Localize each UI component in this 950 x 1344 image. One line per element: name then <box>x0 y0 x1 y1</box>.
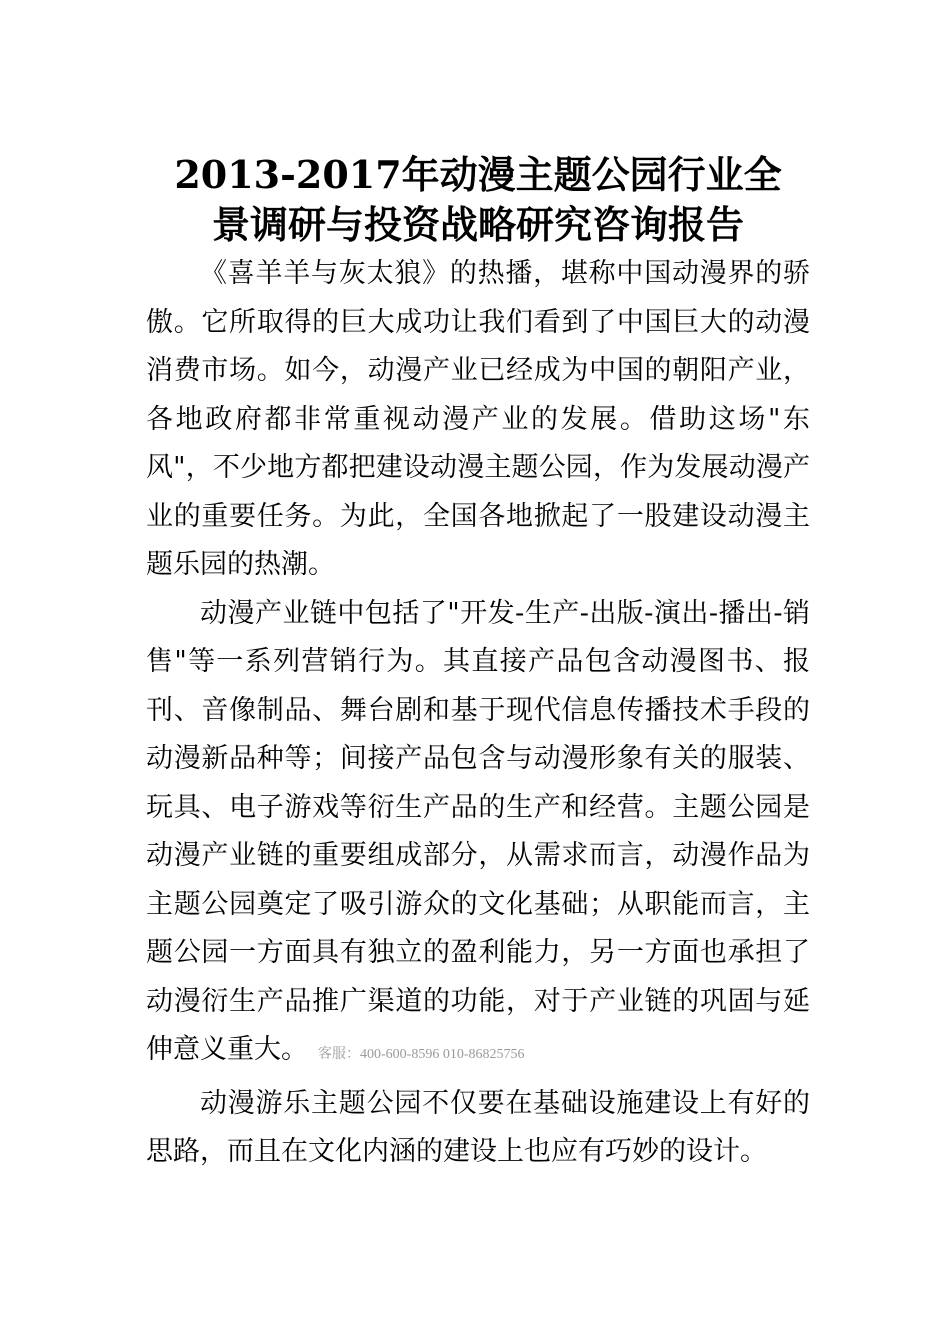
title-line-2: 景调研与投资战略研究咨询报告 <box>211 202 744 247</box>
paragraph-2-text: 动漫产业链中包括了"开发-生产-出版-演出-播出-销售"等一系列营销行为。其直接产品包含动漫图书、报刊、音像制品、舞台剧和基于现代信息传播技术手段的动漫新品种等；间接产品包含与动漫形象有关的服装、玩具、电子游戏等衍生产品的生产和经营。主题公园是动漫产业链的重要组成部分，从需求而言，动漫作品为主题公园奠定了吸引游众的文化基础；从职能而言，主题公园一方面具有独立的盈利能力，另一方面也承担了动漫衍生产品推广渠道的功能，对于产业链的巩固与延伸意义重大。 <box>146 597 810 1065</box>
paragraph-2 <box>146 590 810 1080</box>
title-line-1: 2013-2017年动漫主题公园行业全 <box>174 152 782 197</box>
document-page <box>146 150 810 1177</box>
paragraph-1: 《喜羊羊与灰太狼》的热播，堪称中国动漫界的骄傲。它所取得的巨大成功让我们看到了中国巨大的动漫消费市场。如今，动漫产业已经成为中国的朝阳产业，各地政府都非常重视动漫产业的发展。借助这场"东风"，不少地方都把建设动漫主题公园，作为发展动漫产业的重要任务。为此，全国各地掀起了一股建设动漫主题乐园的热潮。 <box>146 258 810 580</box>
paragraph-3: 动漫游乐主题公园不仅要在基础设施建设上有好的思路，而且在文化内涵的建设上也应有巧妙的设计。 <box>146 1087 810 1167</box>
customer-service-note: 客服：400-600-8596 010-86825756 <box>318 1047 525 1062</box>
document-title <box>146 150 810 250</box>
